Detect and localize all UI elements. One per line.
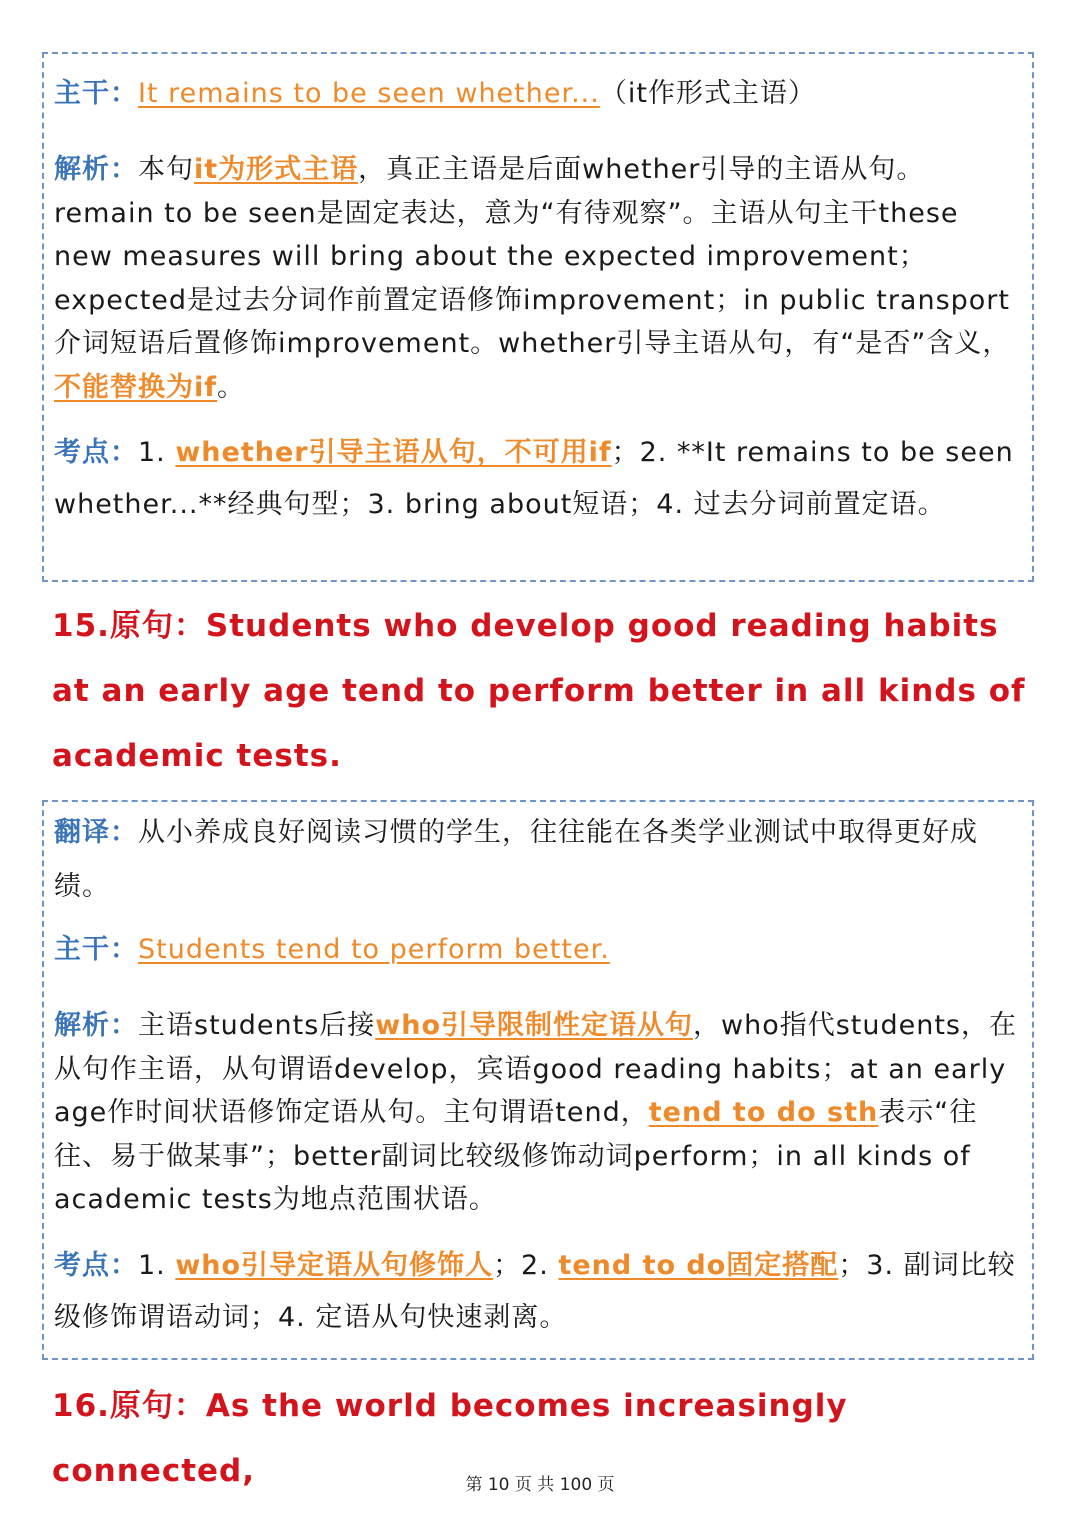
key-points-label: 考点： bbox=[54, 1249, 138, 1281]
main-clause-note: （it作形式主语） bbox=[599, 78, 816, 109]
key-points-text: 1. bbox=[138, 437, 176, 468]
analysis-text: ，who指代students，在从句作主语，从句谓语develop，宾语good reading habits；at an early age作时间状语修饰定语从句。主句谓语tend， bbox=[54, 1010, 1017, 1128]
key-points-text: ；2. bbox=[493, 1249, 559, 1281]
key-points-paragraph bbox=[54, 1240, 1024, 1344]
main-clause-highlight: It remains to be seen whether... bbox=[138, 78, 600, 109]
key-points-text: ；2. **It remains to be seen whether...**经典句型；3. bring about短语；4. 过去分词前置定语。 bbox=[54, 437, 1014, 520]
analysis-label: 解析： bbox=[54, 154, 138, 185]
key-points-highlight: who引导定语从句修饰人 bbox=[175, 1249, 494, 1281]
key-points-highlight: tend to do固定搭配 bbox=[558, 1249, 839, 1281]
translation-text: 从小养成良好阅读习惯的学生，往往能在各类学业测试中取得更好成绩。 bbox=[54, 817, 978, 902]
main-clause-paragraph bbox=[54, 914, 1024, 986]
analysis-text: 本句 bbox=[138, 154, 194, 185]
analysis-highlight: it为形式主语 bbox=[194, 154, 359, 185]
analysis-box-15 bbox=[42, 800, 1034, 1360]
translation-label: 翻译： bbox=[54, 817, 138, 848]
analysis-paragraph bbox=[54, 1004, 1024, 1222]
key-points-paragraph bbox=[54, 427, 1024, 531]
page-footer: 第 10 页 共 100 页 bbox=[465, 1475, 615, 1495]
main-clause-label: 主干： bbox=[54, 934, 138, 965]
original-sentence-16: 16.原句：As the world becomes increasingly connected, bbox=[52, 1388, 848, 1489]
key-points-label: 考点： bbox=[54, 437, 138, 468]
analysis-highlight: who引导限制性定语从句 bbox=[375, 1010, 693, 1041]
main-clause-paragraph bbox=[54, 58, 1024, 130]
key-points-highlight: whether引导主语从句，不可用if bbox=[175, 437, 612, 468]
analysis-text: 表示“往往、易于做某事”；better副词比较级修饰动词perform；in all kinds of academic tests为地点范围状语。 bbox=[54, 1097, 978, 1215]
analysis-highlight: tend to do sth bbox=[648, 1097, 879, 1128]
analysis-text: 。 bbox=[217, 371, 246, 403]
analysis-box-14 bbox=[42, 52, 1034, 582]
key-points-text: ；3. 副词比较级修饰谓语动词；4. 定语从句快速剥离。 bbox=[54, 1249, 1016, 1333]
translation-paragraph bbox=[54, 806, 1024, 914]
analysis-paragraph bbox=[54, 148, 1024, 409]
analysis-label: 解析： bbox=[54, 1010, 138, 1041]
analysis-highlight: 不能替换为if bbox=[54, 371, 218, 403]
original-sentence-15: 15.原句：Students who develop good reading habits at an early age tend to perform better in all kinds of academic tests. bbox=[52, 608, 1026, 774]
analysis-text: 主语students后接 bbox=[138, 1010, 376, 1041]
main-clause-label: 主干： bbox=[54, 78, 138, 109]
main-clause-highlight: Students tend to perform better. bbox=[138, 934, 610, 965]
key-points-text: 1. bbox=[138, 1249, 176, 1281]
analysis-text: ，真正主语是后面whether引导的主语从句。remain to be seen是固定表达，意为“有待观察”。主语从句主干these new measures will bring about the expected improvement；expected是过去分词作前置定语修饰improvement；in public transport介词短语后置修饰improvement。whether引导主语从句，有“是否”含义， bbox=[54, 154, 1011, 359]
